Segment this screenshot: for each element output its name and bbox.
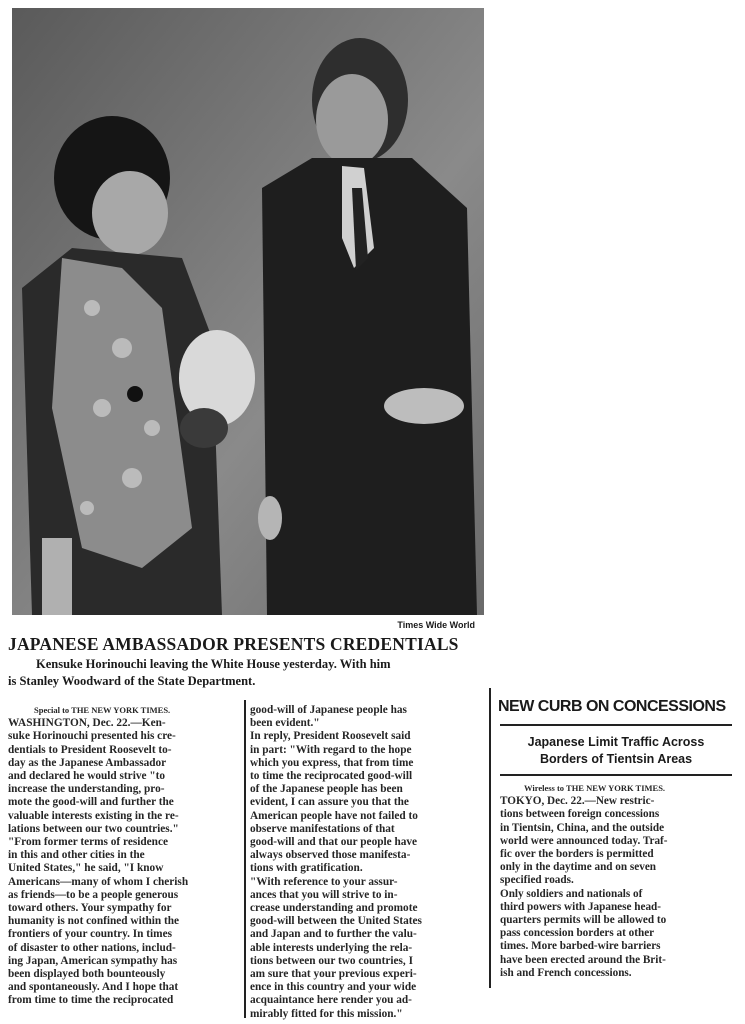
text-line: suke Horinouchi presented his cre-	[8, 730, 176, 743]
article-column-1	[8, 704, 240, 1008]
news-photograph	[12, 8, 484, 615]
text-line: crease understanding and promote	[250, 902, 418, 915]
text-line: ances that you will strive to in-	[250, 888, 398, 901]
sidebar-body-text	[500, 795, 740, 980]
rule	[500, 774, 732, 776]
text-line: and Japan and to further the valu-	[250, 928, 417, 941]
text-line: good-will between the United States	[250, 915, 422, 928]
text-line: tions between foreign concessions	[500, 808, 660, 821]
sidebar-subheadline	[500, 734, 732, 768]
text-line: ing Japan, American sympathy has	[8, 954, 178, 967]
photo-credit: Times Wide World	[397, 620, 475, 630]
text-line: valuable interests existing in the re-	[8, 809, 179, 822]
text-line: lations between our two countries."	[8, 822, 179, 835]
photo-two-men-icon	[12, 8, 484, 615]
text-line: only in the daytime and on seven	[500, 861, 657, 874]
text-line: mirably fitted for this mission."	[250, 1007, 403, 1020]
text-line: third powers with Japanese head-	[500, 900, 661, 913]
text-line: WASHINGTON, Dec. 22.—Ken-	[8, 717, 166, 730]
text-line: am sure that your previous experi-	[250, 968, 417, 981]
text-line: United States," he said, "I know	[8, 862, 164, 875]
column-divider	[489, 688, 491, 988]
text-line: as friends—to be a people generous	[8, 888, 179, 901]
text-line: "From former terms of residence	[8, 836, 168, 849]
caption-line-2: is Stanley Woodward of the State Department.	[8, 674, 256, 688]
article-column-1-text	[8, 717, 240, 1007]
text-line: from time to time the reciprocated	[8, 994, 174, 1007]
dateline-source: Special to THE NEW YORK TIMES.	[34, 705, 171, 715]
text-line: quarters permits will be allowed to	[500, 914, 667, 927]
text-line: specified roads.	[500, 874, 574, 887]
text-line: ish and French concessions.	[500, 966, 632, 979]
caption-line-1: Kensuke Horinouchi leaving the White House yesterday. With him	[36, 657, 391, 671]
text-line: American people have not failed to	[250, 809, 418, 822]
text-line: evident, I can assure you that the	[250, 796, 409, 809]
text-line: TOKYO, Dec. 22.—New restric-	[500, 795, 655, 808]
text-line: tions between our two countries, I	[250, 954, 413, 967]
text-line: mote the good-will and further the	[8, 796, 174, 809]
text-line: frontiers of your country. In times	[8, 928, 173, 941]
text-line: which you express, that from time	[250, 756, 414, 769]
sidebar-story	[492, 688, 742, 988]
text-line: fic over the borders is permitted	[500, 848, 654, 861]
text-line: good-will and that our people have	[250, 836, 418, 849]
text-line: in part: "With regard to the hope	[250, 743, 412, 756]
text-line: have been erected around the Brit-	[500, 953, 666, 966]
text-line: Only soldiers and nationals of	[500, 887, 643, 900]
text-line: of disaster to other nations, includ-	[8, 941, 176, 954]
article-column-2	[250, 704, 482, 1021]
text-line: always observed those manifesta-	[250, 849, 411, 862]
text-line: toward others. Your sympathy for	[8, 902, 172, 915]
text-line: world were announced today. Traf-	[500, 834, 668, 847]
text-line: acquaintance here render you ad-	[250, 994, 412, 1007]
sidebar-source: Wireless to THE NEW YORK TIMES.	[524, 783, 666, 793]
photo-caption	[8, 656, 486, 690]
text-line: able interests underlying the rela-	[250, 941, 413, 954]
text-line: times. More barbed-wire barriers	[500, 940, 661, 953]
text-line: and spontaneously. And I hope that	[8, 981, 179, 994]
text-line: to time the reciprocated good-will	[250, 770, 413, 783]
text-line: in Tientsin, China, and the outside	[500, 821, 665, 834]
rule	[500, 724, 732, 726]
article-column-2-text	[250, 704, 482, 1021]
text-line: in this and other cities in the	[8, 849, 145, 862]
text-line: been displayed both bounteously	[8, 968, 166, 981]
text-line: ence in this country and your wide	[250, 981, 417, 994]
text-line: dentials to President Roosevelt to-	[8, 743, 172, 756]
text-line: pass concession borders at other	[500, 927, 655, 940]
sidebar-body	[500, 782, 740, 980]
text-line: observe manifestations of that	[250, 822, 395, 835]
text-line: Americans—many of whom I cherish	[8, 875, 189, 888]
text-line: day as the Japanese Ambassador	[8, 756, 167, 769]
text-line: good-will of Japanese people has	[250, 704, 407, 716]
sidebar-subheadline-line-1: Japanese Limit Traffic Across	[527, 735, 705, 749]
sidebar-subheadline-line-2: Borders of Tientsin Areas	[539, 752, 693, 766]
column-divider	[244, 700, 246, 1018]
text-line: increase the understanding, pro-	[8, 783, 165, 796]
text-line: In reply, President Roosevelt said	[250, 730, 411, 743]
text-line: been evident."	[250, 717, 320, 730]
text-line: and declared he would strive "to	[8, 770, 166, 783]
sidebar-headline: NEW CURB ON CONCESSIONS	[498, 698, 726, 715]
text-line: of the Japanese people has been	[250, 783, 403, 796]
text-line: humanity is not confined within the	[8, 915, 180, 928]
headline: JAPANESE AMBASSADOR PRESENTS CREDENTIALS	[8, 634, 459, 654]
text-line: "With reference to your assur-	[250, 875, 398, 888]
text-line: tions with gratification.	[250, 862, 363, 875]
